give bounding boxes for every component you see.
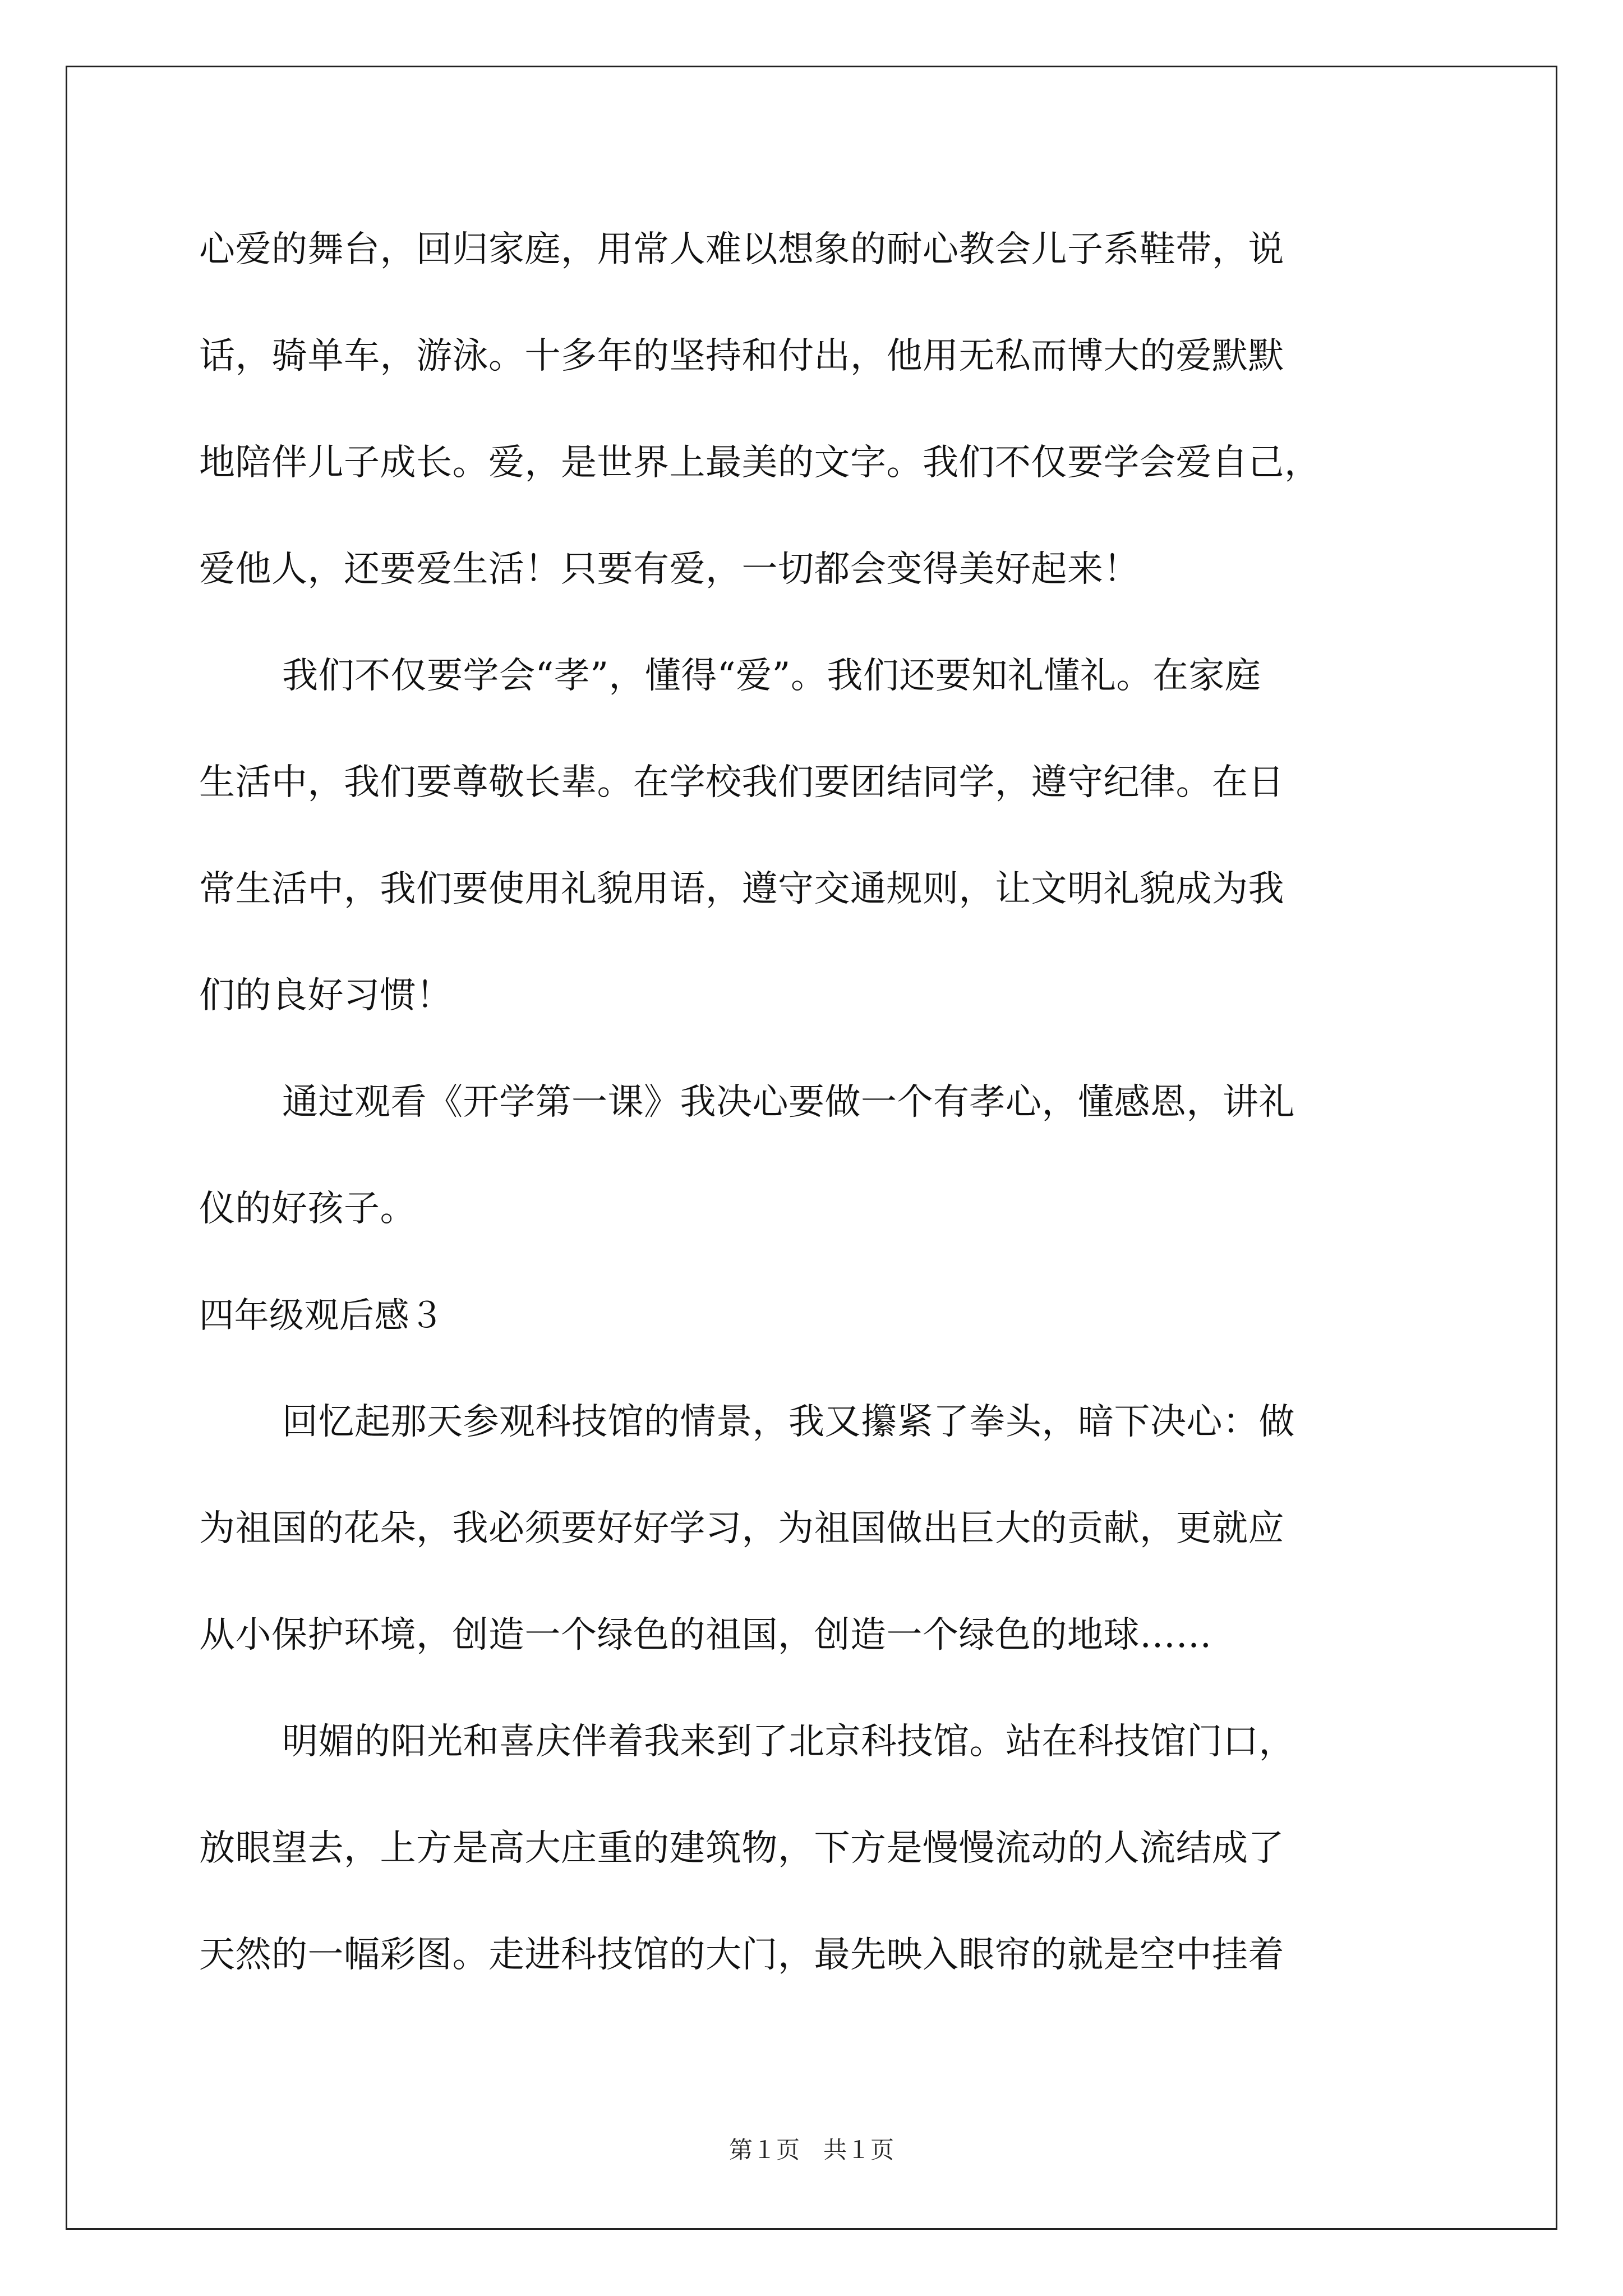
paragraph-line: 常生活中，我们要使用礼貌用语，遵守交通规则，让文明礼貌成为我	[199, 868, 1284, 910]
paragraph-line: 仪的好孩子。	[199, 1188, 416, 1230]
paragraph-line: 回忆起那天参观科技馆的情景，我又攥紧了拳头，暗下决心：做	[282, 1401, 1295, 1443]
paragraph-line: 们的良好习惯！	[199, 975, 453, 1016]
paragraph-line: 为祖国的花朵，我必须要好好学习，为祖国做出巨大的贡献，更就应	[199, 1508, 1284, 1549]
paragraph-line: 爱他人，还要爱生活！只要有爱，一切都会变得美好起来！	[199, 549, 1140, 590]
paragraph-line: 天然的一幅彩图。走进科技馆的大门，最先映入眼帘的就是空中挂着	[199, 1934, 1284, 1976]
paragraph-line: 我们不仅要学会“孝”，懂得“爱”。我们还要知礼懂礼。在家庭	[282, 655, 1261, 697]
section-heading: 四年级观后感３	[199, 1295, 445, 1336]
paragraph-line: 明媚的阳光和喜庆伴着我来到了北京科技馆。站在科技馆门口，	[282, 1721, 1295, 1763]
page-footer: 第１页 共１页	[728, 2136, 894, 2164]
paragraph-line: 地陪伴儿子成长。爱，是世界上最美的文字。我们不仅要学会爱自己，	[199, 442, 1321, 484]
paragraph-line: 心爱的舞台，回归家庭，用常人难以想象的耐心教会儿子系鞋带，说	[199, 229, 1284, 270]
paragraph-line: 生活中，我们要尊敬长辈。在学校我们要团结同学，遵守纪律。在日	[199, 762, 1284, 803]
paragraph-line: 放眼望去，上方是高大庄重的建筑物，下方是慢慢流动的人流结成了	[199, 1828, 1284, 1869]
paragraph-line: 话，骑单车，游泳。十多年的坚持和付出，他用无私而博大的爱默默	[199, 335, 1284, 377]
paragraph-line: 通过观看《开学第一课》我决心要做一个有孝心，懂感恩，讲礼	[282, 1082, 1295, 1123]
document-body	[199, 216, 1427, 2028]
paragraph-line: 从小保护环境，创造一个绿色的祖国，创造一个绿色的地球……	[199, 1614, 1212, 1656]
